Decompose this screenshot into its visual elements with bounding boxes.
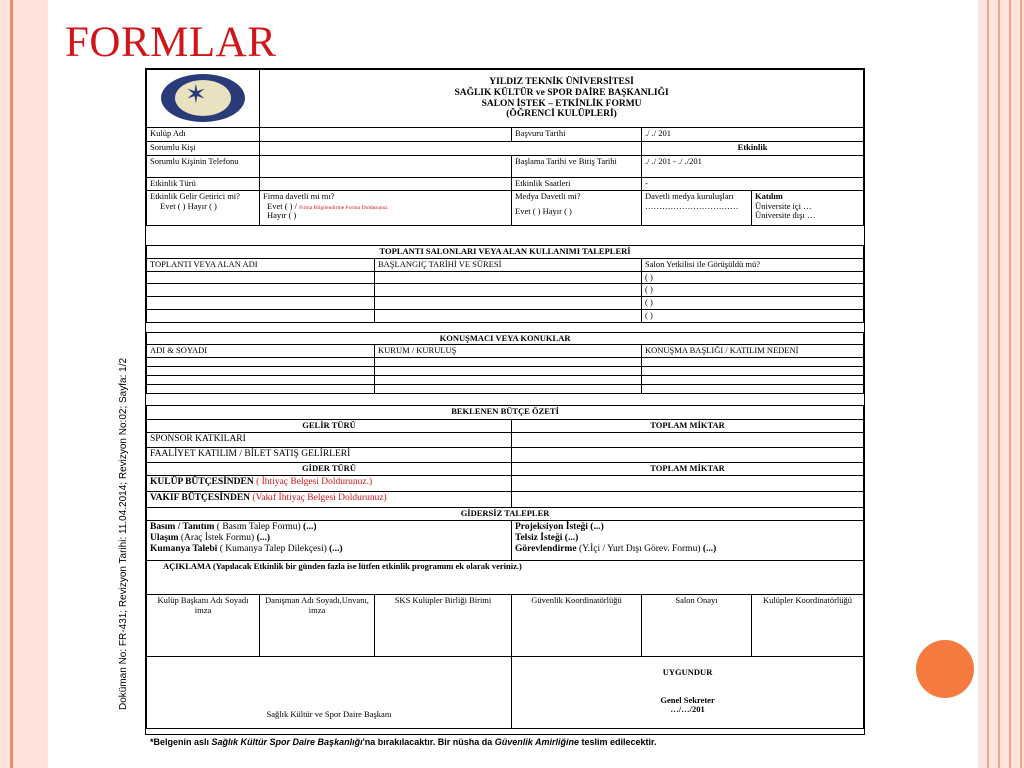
guvenlik-imza[interactable]: Güvenlik Koordinatörlüğü <box>512 594 642 656</box>
davetli-medya-field[interactable]: …………………………… <box>645 200 739 211</box>
medya-davetli-cell <box>512 190 642 225</box>
konusmaci-row-4-baslik[interactable] <box>642 385 864 394</box>
gorevlendirme-ellipsis: (...) <box>702 543 717 554</box>
ulasim-form: (Araç İstek Formu) <box>180 532 255 543</box>
vakif-butcesi-label: VAKIF BÜTÇESİNDEN <box>150 493 251 504</box>
university-logo: ✶ <box>161 74 245 122</box>
baslama-bitis-field[interactable]: ./ ./ 201 - ./ ./201 <box>642 156 864 178</box>
kulup-baskani-imza[interactable]: Kulüp Başkanı Adı Soyadı imza <box>147 594 260 656</box>
kulup-butcesi-note: ( İhtiyaç Belgesi Doldurunuz.) <box>256 477 373 488</box>
salon-col-baslangic: BAŞLANGIÇ TARİHİ VE SÜRESİ <box>375 258 642 271</box>
konusmaci-row-4-kurum[interactable] <box>375 385 642 394</box>
footnote-part-5: teslim edilecektir. <box>578 737 657 747</box>
header-line-1: YILDIZ TEKNİK ÜNİVERSİTESİ <box>489 76 634 87</box>
konusmaci-row-1-adi[interactable] <box>147 358 375 367</box>
kumanya-form: ( Kumanya Talep Dilekçesi) <box>219 543 327 554</box>
salon-row-2-alan[interactable] <box>147 284 375 297</box>
konusmaci-row-1-baslik[interactable] <box>642 358 864 367</box>
basim-label: Basım / Tanıtım <box>150 521 215 532</box>
form-table <box>146 69 864 729</box>
genel-sekreter-label: Genel Sekreter <box>660 694 715 705</box>
basim-form: ( Basım Talep Formu) <box>216 521 301 532</box>
ulasim-ellipsis: (...) <box>256 532 271 543</box>
kulup-butcesi-cell <box>147 476 512 492</box>
kulup-adi-label: Kulüp Adı <box>147 128 260 142</box>
firma-hayir-option[interactable]: Hayır ( ) <box>267 210 297 221</box>
footnote-part-2: Sağlık Kültür Spor Daire Başkanlığı <box>211 737 363 747</box>
etkinlik-saatleri-field[interactable]: - <box>642 178 864 191</box>
ulasim-label: Ulaşım <box>150 532 179 543</box>
gidersiz-section-title: GİDERSİZ TALEPLER <box>147 508 864 521</box>
salon-row-4-check[interactable]: ( ) <box>642 309 864 322</box>
kulup-butcesi-field[interactable] <box>512 476 864 492</box>
vakif-butcesi-note: (Vakıf İhtiyaç Belgesi Doldurunuz) <box>252 493 387 504</box>
salon-istek-form <box>145 68 865 735</box>
medya-davetli-label: Medya Davetli mi? <box>515 190 581 201</box>
gider-toplam-header: TOPLAM MİKTAR <box>512 463 864 476</box>
konusmaci-row-1-kurum[interactable] <box>375 358 642 367</box>
firma-bilgi-note: Firma Bilgilendirme Formu Doldurunuz <box>299 204 388 211</box>
salon-section-title: TOPLANTI SALONLARI VEYA ALAN KULLANIMI TALEPLERİ <box>147 245 864 258</box>
orange-circle <box>916 640 974 698</box>
genel-sekreter-onay <box>512 656 864 728</box>
gorevlendirme-label: Görevlendirme <box>515 543 577 554</box>
projeksiyon-row[interactable] <box>515 522 860 533</box>
salon-col-alan-adi: TOPLANTI VEYA ALAN ADI <box>147 258 375 271</box>
salon-onayi-imza[interactable]: Salon Onayı <box>642 594 752 656</box>
header-line-4: (ÖĞRENCİ KULÜPLERİ) <box>506 109 617 120</box>
salon-row-3-alan[interactable] <box>147 297 375 310</box>
basvuru-tarihi-label: Başvuru Tarihi <box>512 128 642 142</box>
kumanya-label: Kumanya Talebi <box>150 543 218 554</box>
sorumlu-kisi-label: Sorumlu Kişi <box>147 142 260 156</box>
butce-section-title: BEKLENEN BÜTÇE ÖZETİ <box>147 406 864 420</box>
etkinlik-heading: Etkinlik <box>642 142 864 156</box>
telsiz-row[interactable] <box>515 533 860 544</box>
kulup-butcesi-label: KULÜP BÜTÇESİNDEN <box>150 477 254 488</box>
etkinlik-turu-label: Etkinlik Türü <box>147 178 260 191</box>
konusmaci-col-baslik: KONUŞMA BAŞLIĞI / KATILIM NEDENİ <box>642 345 864 358</box>
document-side-note: Doküman No: FR-431; Revizyon Tarihi: 11.04.2014; Revizyon No:02; Sayfa: 1/2 <box>118 357 129 710</box>
etkinlik-saatleri-label: Etkinlik Saatleri <box>512 178 642 191</box>
medya-davetli-options[interactable]: Evet ( ) Hayır ( ) <box>515 205 572 216</box>
sks-birim-imza[interactable]: SKS Kulüpler Birliği Birimi <box>375 594 512 656</box>
faaliyet-gelirleri-label: FAALİYET KATILIM / BİLET SATIŞ GELİRLERİ <box>147 448 512 463</box>
telsiz-ellipsis: (...) <box>564 532 579 543</box>
left-stripe-line <box>10 0 13 768</box>
salon-row-4-alan[interactable] <box>147 309 375 322</box>
salon-row-1-check[interactable]: ( ) <box>642 271 864 284</box>
konusmaci-row-3-kurum[interactable] <box>375 376 642 385</box>
baslama-bitis-label: Başlama Tarihi ve Bitiş Tarihi <box>512 156 642 178</box>
sorumlu-telefon-field[interactable] <box>260 156 512 178</box>
genel-sekreter-tarih[interactable]: …/…/201 <box>670 704 705 715</box>
firma-davetli-label: Firma davetli mi mı? <box>263 190 335 201</box>
salon-row-3-check[interactable]: ( ) <box>642 297 864 310</box>
katilim-cell <box>752 190 864 225</box>
footnote-part-1: *Belgenin aslı <box>150 737 212 747</box>
left-stripe <box>0 0 48 768</box>
gorevlendirme-form: (Y.İçi / Yurt Dışı Görev. Formu) <box>578 543 701 554</box>
gelir-getirici-cell <box>147 190 260 225</box>
kulup-adi-field[interactable] <box>260 128 512 142</box>
sorumlu-telefon-label: Sorumlu Kişinin Telefonu <box>147 156 260 178</box>
right-decorative-band <box>978 0 1024 768</box>
salon-row-2-tarih[interactable] <box>375 284 642 297</box>
gelir-toplam-header: TOPLAM MİKTAR <box>512 420 864 433</box>
footnote-part-3: 'na bırakılacaktır. Bir nüsha da <box>362 737 495 747</box>
salon-col-gorusuldu: Salon Yetkilisi ile Görüşüldü mü? <box>642 258 864 271</box>
projeksiyon-label: Projeksiyon İsteği <box>515 521 588 532</box>
firma-evet-option[interactable]: Evet ( ) / <box>267 200 297 211</box>
gelir-turu-header: GELİR TÜRÜ <box>147 420 512 433</box>
konusmaci-row-2-baslik[interactable] <box>642 367 864 376</box>
kumanya-talep-row[interactable] <box>150 544 508 555</box>
konusmaci-col-adi: ADI & SOYADI <box>147 345 375 358</box>
gelir-getirici-label: Etkinlik Gelir Getirici mi? <box>150 190 240 201</box>
gider-turu-header: GİDER TÜRÜ <box>147 463 512 476</box>
slide-title: FORMLAR <box>65 19 277 66</box>
ulasim-talep-row[interactable] <box>150 533 508 544</box>
header-line-2: SAĞLIK KÜLTÜR ve SPOR DAİRE BAŞKANLIĞI <box>454 87 669 98</box>
katilim-label: Katılım <box>755 190 783 201</box>
kulupler-koord-imza[interactable]: Kulüpler Koordinatörlüğü <box>752 594 864 656</box>
danisman-imza[interactable]: Danışman Adı Soyadı,Unvanı, imza <box>260 594 375 656</box>
vakif-butcesi-cell <box>147 492 512 508</box>
konusmaci-row-4-adi[interactable] <box>147 385 375 394</box>
telsiz-label: Telsiz İsteği <box>515 532 563 543</box>
footnote-part-4: Güvenlik Amirliğine <box>494 737 579 747</box>
gidersiz-left-cell <box>147 520 512 560</box>
aciklama-field[interactable]: AÇIKLAMA (Yapılacak Etkinlik bir günden fazla ise lütfen etkinlik programını ek olarak veriniz.) <box>147 560 864 594</box>
konusmaci-row-3-adi[interactable] <box>147 376 375 385</box>
faaliyet-gelirleri-field[interactable] <box>512 448 864 463</box>
konusmaci-row-3-baslik[interactable] <box>642 376 864 385</box>
basim-ellipsis: (...) <box>303 521 317 532</box>
davetli-medya-cell <box>642 190 752 225</box>
gidersiz-right-cell <box>512 520 864 560</box>
salon-row-4-tarih[interactable] <box>375 309 642 322</box>
gelir-getirici-options[interactable]: Evet ( ) Hayır ( ) <box>160 200 217 211</box>
gorevlendirme-row[interactable] <box>515 544 860 555</box>
kumanya-ellipsis: (...) <box>329 543 343 554</box>
davetli-medya-label: Davetli medya kuruluşları <box>645 190 734 201</box>
vakif-butcesi-field[interactable] <box>512 492 864 508</box>
konusmaci-row-2-kurum[interactable] <box>375 367 642 376</box>
firma-davetli-cell <box>260 190 512 225</box>
daire-baskani-imza[interactable]: Sağlık Kültür ve Spor Daire Başkanı <box>147 656 512 728</box>
basvuru-tarihi-field[interactable]: ./ ./ 201 <box>642 128 864 142</box>
projeksiyon-ellipsis: (...) <box>590 521 604 532</box>
konusmaci-col-kurum: KURUM / KURULUŞ <box>375 345 642 358</box>
university-logo-cell <box>147 70 260 128</box>
konusmaci-row-2-adi[interactable] <box>147 367 375 376</box>
form-header <box>260 70 864 128</box>
sponsor-katkilari-label: SPONSOR KATKILARI <box>147 433 512 448</box>
salon-row-1-tarih[interactable] <box>375 271 642 284</box>
etkinlik-turu-field[interactable] <box>260 178 512 191</box>
uygundur-label: UYGUNDUR <box>662 666 713 677</box>
sponsor-katkilari-field[interactable] <box>512 433 864 448</box>
konusmaci-section-title: KONUŞMACI VEYA KONUKLAR <box>147 332 864 345</box>
salon-row-1-alan[interactable] <box>147 271 375 284</box>
katilim-universite-disi[interactable]: Üniversite dışı … <box>755 210 816 221</box>
salon-row-3-tarih[interactable] <box>375 297 642 310</box>
footnote <box>150 737 657 747</box>
basim-talep-row[interactable] <box>150 522 508 533</box>
salon-row-2-check[interactable]: ( ) <box>642 284 864 297</box>
katilim-universite-ici[interactable]: Üniversite içi … <box>755 200 812 211</box>
sorumlu-kisi-field[interactable] <box>260 142 642 156</box>
header-line-3: SALON İSTEK – ETKİNLİK FORMU <box>481 98 642 109</box>
